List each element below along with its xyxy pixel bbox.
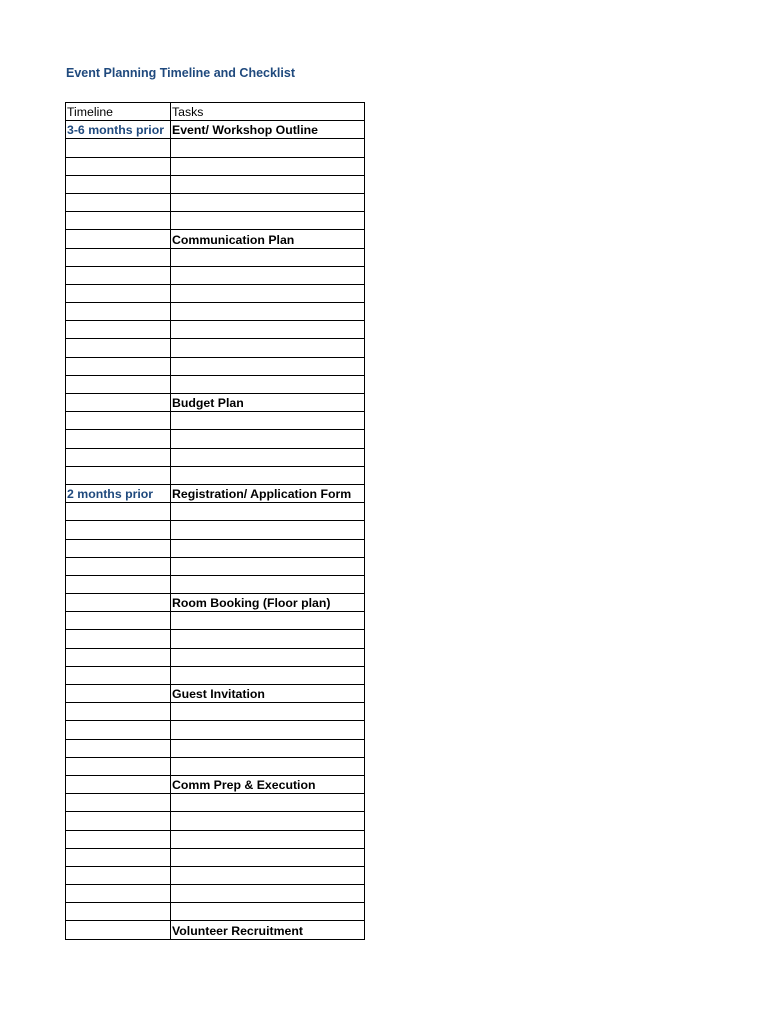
task-cell[interactable]: Volunteer Recruitment bbox=[171, 921, 365, 939]
table-row bbox=[66, 121, 365, 139]
task-cell[interactable] bbox=[171, 193, 365, 211]
timeline-cell[interactable] bbox=[66, 685, 171, 703]
table-row bbox=[66, 685, 365, 703]
table-row bbox=[66, 175, 365, 193]
timeline-cell[interactable] bbox=[66, 448, 171, 466]
table-row bbox=[66, 284, 365, 302]
task-cell[interactable] bbox=[171, 848, 365, 866]
timeline-cell[interactable] bbox=[66, 266, 171, 284]
task-cell[interactable] bbox=[171, 903, 365, 921]
table-row bbox=[66, 903, 365, 921]
task-cell[interactable] bbox=[171, 703, 365, 721]
task-cell[interactable]: Event/ Workshop Outline bbox=[171, 121, 365, 139]
table-row bbox=[66, 703, 365, 721]
timeline-cell[interactable] bbox=[66, 503, 171, 521]
table-row bbox=[66, 466, 365, 484]
table-row bbox=[66, 921, 365, 939]
timeline-cell[interactable] bbox=[66, 466, 171, 484]
task-cell[interactable] bbox=[171, 303, 365, 321]
table-row bbox=[66, 448, 365, 466]
table-row bbox=[66, 775, 365, 793]
timeline-cell[interactable] bbox=[66, 230, 171, 248]
task-cell[interactable] bbox=[171, 757, 365, 775]
timeline-cell[interactable] bbox=[66, 903, 171, 921]
task-cell[interactable] bbox=[171, 430, 365, 448]
task-cell[interactable] bbox=[171, 139, 365, 157]
timeline-cell[interactable] bbox=[66, 521, 171, 539]
document-title: Event Planning Timeline and Checklist bbox=[66, 66, 295, 80]
timeline-cell[interactable] bbox=[66, 375, 171, 393]
timeline-cell[interactable] bbox=[66, 212, 171, 230]
timeline-cell[interactable] bbox=[66, 248, 171, 266]
timeline-cell[interactable] bbox=[66, 139, 171, 157]
timeline-cell[interactable] bbox=[66, 757, 171, 775]
table-row bbox=[66, 830, 365, 848]
task-cell[interactable]: Registration/ Application Form bbox=[171, 484, 365, 502]
table-row bbox=[66, 521, 365, 539]
table-row bbox=[66, 575, 365, 593]
task-cell[interactable] bbox=[171, 830, 365, 848]
table-row bbox=[66, 866, 365, 884]
table-row bbox=[66, 794, 365, 812]
task-cell[interactable] bbox=[171, 357, 365, 375]
timeline-cell[interactable] bbox=[66, 175, 171, 193]
tasks-column-header[interactable]: Tasks bbox=[171, 103, 365, 121]
timeline-cell[interactable] bbox=[66, 539, 171, 557]
task-cell[interactable] bbox=[171, 157, 365, 175]
table-row bbox=[66, 812, 365, 830]
task-cell[interactable] bbox=[171, 212, 365, 230]
table-row bbox=[66, 212, 365, 230]
task-cell[interactable] bbox=[171, 794, 365, 812]
task-cell[interactable] bbox=[171, 175, 365, 193]
timeline-cell[interactable] bbox=[66, 303, 171, 321]
timeline-cell[interactable] bbox=[66, 648, 171, 666]
task-cell[interactable] bbox=[171, 284, 365, 302]
task-cell[interactable]: Room Booking (Floor plan) bbox=[171, 594, 365, 612]
task-cell[interactable] bbox=[171, 612, 365, 630]
timeline-cell[interactable] bbox=[66, 630, 171, 648]
task-cell[interactable] bbox=[171, 539, 365, 557]
table-row bbox=[66, 339, 365, 357]
task-cell[interactable] bbox=[171, 630, 365, 648]
table-row bbox=[66, 630, 365, 648]
task-cell[interactable] bbox=[171, 503, 365, 521]
task-cell[interactable] bbox=[171, 248, 365, 266]
task-cell[interactable] bbox=[171, 266, 365, 284]
timeline-cell[interactable] bbox=[66, 412, 171, 430]
timeline-cell[interactable] bbox=[66, 885, 171, 903]
timeline-cell[interactable] bbox=[66, 430, 171, 448]
table-row bbox=[66, 739, 365, 757]
table-row bbox=[66, 412, 365, 430]
task-cell[interactable] bbox=[171, 521, 365, 539]
timeline-cell[interactable] bbox=[66, 321, 171, 339]
timeline-cell[interactable] bbox=[66, 357, 171, 375]
checklist-body bbox=[66, 103, 365, 940]
timeline-cell[interactable] bbox=[66, 575, 171, 593]
task-cell[interactable]: Communication Plan bbox=[171, 230, 365, 248]
table-row bbox=[66, 230, 365, 248]
timeline-cell[interactable] bbox=[66, 557, 171, 575]
timeline-cell[interactable] bbox=[66, 612, 171, 630]
table-row bbox=[66, 885, 365, 903]
task-cell[interactable] bbox=[171, 412, 365, 430]
task-cell[interactable] bbox=[171, 812, 365, 830]
timeline-cell[interactable] bbox=[66, 193, 171, 211]
timeline-cell[interactable] bbox=[66, 775, 171, 793]
task-cell[interactable]: Comm Prep & Execution bbox=[171, 775, 365, 793]
table-row bbox=[66, 848, 365, 866]
table-row bbox=[66, 303, 365, 321]
timeline-cell[interactable] bbox=[66, 703, 171, 721]
timeline-cell[interactable] bbox=[66, 739, 171, 757]
table-row bbox=[66, 757, 365, 775]
task-cell[interactable]: Budget Plan bbox=[171, 394, 365, 412]
table-row bbox=[66, 394, 365, 412]
table-row bbox=[66, 321, 365, 339]
task-cell[interactable] bbox=[171, 448, 365, 466]
task-cell[interactable] bbox=[171, 648, 365, 666]
table-row bbox=[66, 193, 365, 211]
table-row bbox=[66, 157, 365, 175]
task-cell[interactable] bbox=[171, 557, 365, 575]
timeline-cell[interactable] bbox=[66, 339, 171, 357]
table-row bbox=[66, 721, 365, 739]
table-row bbox=[66, 666, 365, 684]
task-cell[interactable] bbox=[171, 575, 365, 593]
task-cell[interactable] bbox=[171, 666, 365, 684]
task-cell[interactable] bbox=[171, 466, 365, 484]
table-row bbox=[66, 648, 365, 666]
timeline-cell[interactable] bbox=[66, 284, 171, 302]
task-cell[interactable] bbox=[171, 375, 365, 393]
timeline-cell[interactable] bbox=[66, 921, 171, 939]
table-row bbox=[66, 375, 365, 393]
timeline-cell[interactable] bbox=[66, 721, 171, 739]
timeline-cell[interactable] bbox=[66, 157, 171, 175]
timeline-cell[interactable] bbox=[66, 394, 171, 412]
timeline-cell[interactable] bbox=[66, 666, 171, 684]
timeline-cell[interactable] bbox=[66, 794, 171, 812]
task-cell[interactable] bbox=[171, 885, 365, 903]
task-cell[interactable] bbox=[171, 339, 365, 357]
table-row bbox=[66, 430, 365, 448]
timeline-cell[interactable]: 3-6 months prior bbox=[66, 121, 171, 139]
table-row bbox=[66, 557, 365, 575]
timeline-cell[interactable] bbox=[66, 594, 171, 612]
checklist-table bbox=[65, 102, 365, 940]
table-header-row bbox=[66, 103, 365, 121]
table-row bbox=[66, 503, 365, 521]
timeline-column-header[interactable]: Timeline bbox=[66, 103, 171, 121]
table-row bbox=[66, 357, 365, 375]
table-row bbox=[66, 594, 365, 612]
table-row bbox=[66, 484, 365, 502]
table-row bbox=[66, 248, 365, 266]
timeline-cell[interactable] bbox=[66, 830, 171, 848]
task-cell[interactable] bbox=[171, 321, 365, 339]
timeline-cell[interactable] bbox=[66, 848, 171, 866]
table-row bbox=[66, 612, 365, 630]
task-cell[interactable]: Guest Invitation bbox=[171, 685, 365, 703]
table-row bbox=[66, 266, 365, 284]
task-cell[interactable] bbox=[171, 739, 365, 757]
task-cell[interactable] bbox=[171, 721, 365, 739]
table-row bbox=[66, 539, 365, 557]
timeline-cell[interactable] bbox=[66, 812, 171, 830]
timeline-cell[interactable] bbox=[66, 866, 171, 884]
table-row bbox=[66, 139, 365, 157]
timeline-cell[interactable]: 2 months prior bbox=[66, 484, 171, 502]
task-cell[interactable] bbox=[171, 866, 365, 884]
